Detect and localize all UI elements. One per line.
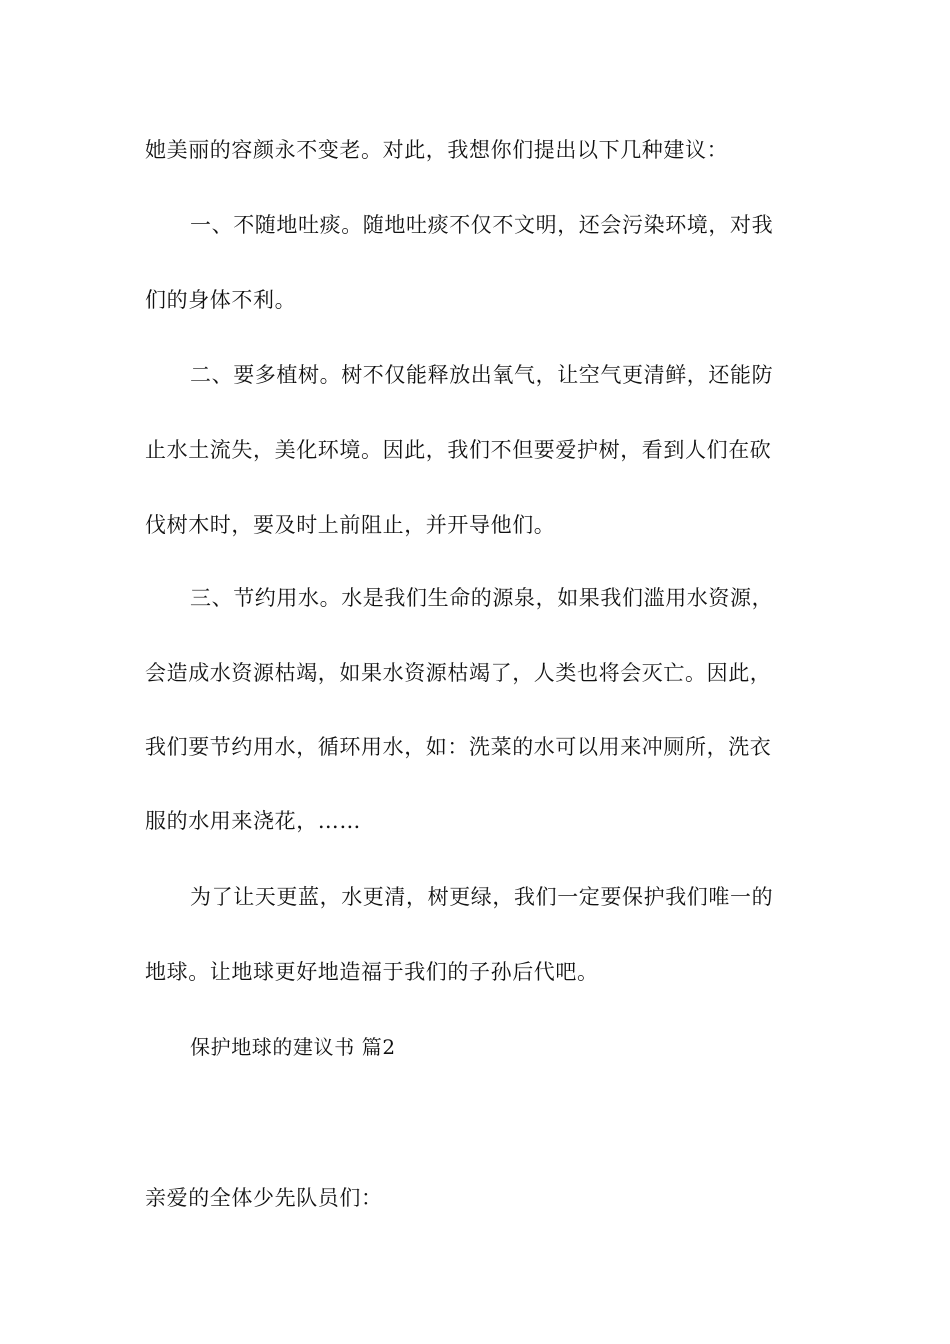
text-line: 伐树木时，要及时上前阻止，并开导他们。 [145, 513, 556, 537]
paragraph-4-line: 为了让天更蓝，水更清，树更绿，我们一定要保护我们唯一的 [190, 885, 774, 909]
paragraph-3-line: 三、节约用水。水是我们生命的源泉，如果我们滥用水资源， [190, 586, 774, 610]
text-line: 止水土流失，美化环境。因此，我们不但要爱护树，看到人们在砍 [145, 438, 772, 462]
salutation: 亲爱的全体少先队员们： [145, 1186, 383, 1210]
text-line: 服的水用来浇花，…… [145, 809, 361, 833]
paragraph-2-line: 二、要多植树。树不仅能释放出氧气，让空气更清鲜，还能防 [190, 363, 774, 387]
text-line: 们的身体不利。 [145, 288, 297, 312]
paragraph-1-line: 一、不随地吐痰。随地吐痰不仅不文明，还会污染环境，对我 [190, 213, 774, 237]
section-heading: 保护地球的建议书 篇2 [190, 1035, 396, 1059]
text-line: 她美丽的容颜永不变老。对此，我想你们提出以下几种建议： [145, 138, 729, 162]
text-line: 我们要节约用水，循环用水，如：洗菜的水可以用来冲厕所，洗衣 [145, 735, 772, 759]
text-line: 会造成水资源枯竭，如果水资源枯竭了，人类也将会灭亡。因此， [145, 661, 772, 685]
text-line: 地球。让地球更好地造福于我们的子孙后代吧。 [145, 960, 599, 984]
